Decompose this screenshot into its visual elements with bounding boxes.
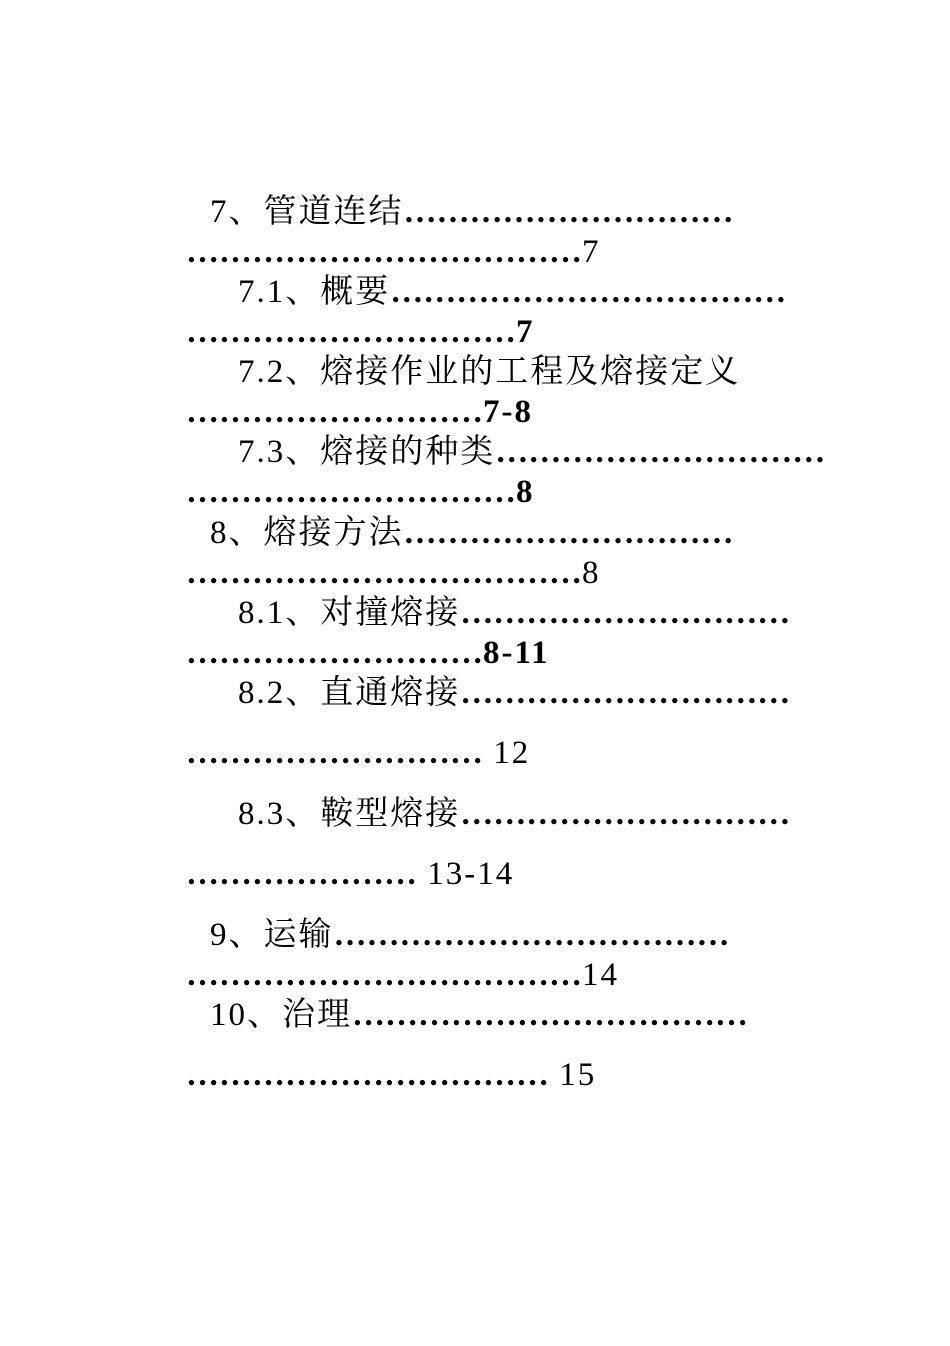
toc-entry-title	[210, 915, 730, 955]
toc-entry-title	[210, 995, 748, 1035]
toc-leader: ………………………	[186, 635, 483, 671]
toc-title: 9、运输	[210, 917, 334, 953]
toc-entry-continuation	[186, 392, 533, 432]
toc-page-number: 7	[516, 314, 535, 350]
toc-leader: ………………………	[186, 394, 483, 430]
toc-title: 7.2、熔接作业的工程及熔接定义	[238, 354, 741, 390]
toc-leader: …………………………	[403, 194, 734, 230]
toc-entry-title	[238, 352, 740, 392]
toc-entry-title	[238, 794, 790, 834]
toc-leader: ………………………………	[186, 957, 582, 993]
toc-leader: ………………………………	[390, 274, 787, 310]
toc-leader: …………………………	[403, 515, 734, 551]
toc-leader: ………………………………	[186, 555, 582, 591]
toc-leader: …………………………	[186, 314, 516, 350]
toc-title: 8.3、鞍型熔接	[238, 796, 461, 832]
toc-leader: …………………………	[460, 675, 791, 711]
toc-entry-title	[238, 272, 786, 312]
toc-page-number: 7-8	[483, 394, 533, 430]
toc-title: 8、熔接方法	[210, 515, 404, 551]
toc-leader: …………………………	[460, 595, 791, 631]
toc-entry-continuation	[186, 312, 535, 352]
toc-title: 7.1、概要	[238, 274, 391, 310]
toc-leader: ………………………	[186, 735, 483, 771]
toc-entry-title	[238, 432, 825, 472]
toc-leader: …………………………	[460, 796, 791, 832]
toc-page-number: 8	[516, 474, 535, 510]
toc-leader: ………………………………	[333, 917, 730, 953]
toc-entry-continuation	[186, 854, 514, 894]
toc-entry-continuation	[186, 633, 550, 673]
toc-page-number: 15	[559, 1057, 597, 1093]
toc-title: 10、治理	[210, 997, 352, 1033]
toc-entry-title	[210, 513, 734, 553]
toc-page-number: 7	[582, 234, 601, 270]
toc-entry-title	[238, 593, 790, 633]
toc-entry-continuation	[186, 553, 601, 593]
toc-page-number: 8	[582, 555, 601, 591]
toc-leader: …………………………	[495, 434, 826, 470]
toc-entry-continuation	[186, 232, 601, 272]
toc-page-number: 13-14	[427, 856, 515, 892]
toc-entry-continuation	[186, 955, 619, 995]
toc-title: 7.3、熔接的种类	[238, 434, 496, 470]
toc-entry-continuation	[186, 733, 530, 773]
toc-leader: ………………………………	[186, 234, 582, 270]
toc-page-number: 12	[493, 735, 531, 771]
toc-entry-continuation	[186, 1055, 596, 1095]
toc-page-number: 8-11	[483, 635, 550, 671]
toc-leader: …………………………	[186, 474, 516, 510]
toc-title: 8.2、直通熔接	[238, 675, 461, 711]
toc-leader: …………………	[186, 856, 417, 892]
toc-page-number: 14	[582, 957, 619, 993]
toc-entry-title	[210, 192, 734, 232]
toc-title: 7、管道连结	[210, 194, 404, 230]
toc-leader: ………………………………	[352, 997, 748, 1033]
toc-entry-title	[238, 673, 790, 713]
toc-leader: ……………………………	[186, 1057, 549, 1093]
toc-title: 8.1、对撞熔接	[238, 595, 461, 631]
toc-entry-continuation	[186, 472, 535, 512]
